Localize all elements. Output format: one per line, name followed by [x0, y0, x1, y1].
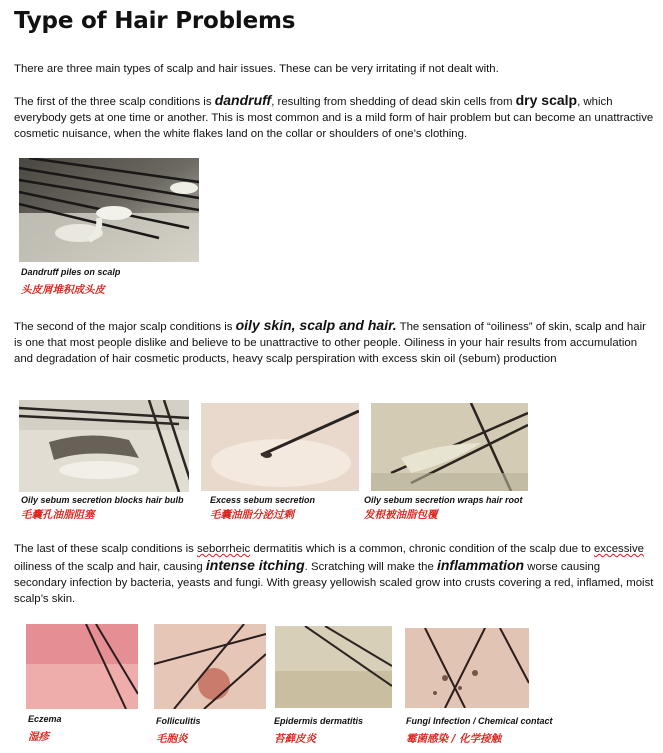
dandruff-text-2: , resulting from shedding of dead skin cells from: [271, 96, 516, 108]
seborrheic-paragraph: [14, 541, 654, 607]
dry-scalp-term: dry scalp: [515, 92, 578, 108]
dandruff-caption-en: Dandruff piles on scalp: [21, 267, 121, 277]
inflammation-term: inflammation: [436, 557, 525, 573]
oily-text-2: The sensation of “oiliness” of skin, scalp and hair is one that most people dislike and believe to be unattractive to other people. Oiliness in your hair results from accumulation and degradation of hair cosmetic products, heavy scalp perspiration with excess skin oil (sebum) production: [14, 321, 646, 365]
oily-caption-1-zh: 毛囊孔油脂阻塞: [21, 509, 95, 521]
oily-caption-2-en: Excess sebum secretion: [210, 495, 316, 505]
seb-text-2: dermatitis which is a common, chronic condition of the scalp due to: [250, 543, 594, 555]
oily-photo-2: [201, 403, 359, 491]
fungi-caption-en: Fungi Infection / Chemical contact: [406, 716, 553, 726]
fungi-infection-photo: [405, 628, 529, 708]
folliculitis-caption-zh: 毛胞炎: [156, 733, 188, 745]
page-title: Type of Hair Problems: [14, 8, 296, 34]
fungi-caption-zh: 霉菌感染 / 化学接触: [406, 733, 502, 745]
dandruff-text-3: , which everybody gets at one time or another. This is most common and is a mild form of hair problem but can become an unattractive cosmetic nuisance, when the white flakes land on the collar or shoulders of one’s clothing.: [14, 96, 654, 140]
intense-itching-term: intense itching: [205, 557, 305, 573]
seb-text-5: worse causing secondary infection by bacteria, yeasts and fungi. With greasy yellowish scaled grow into crusts covering a red, inflamed, moist scalp’s skin.: [14, 561, 654, 605]
eczema-photo: [26, 624, 138, 709]
eczema-caption-zh: 湿疹: [28, 731, 49, 743]
folliculitis-caption-en: Folliculitis: [156, 716, 201, 726]
oily-photo-3: [371, 403, 528, 491]
oily-paragraph: [14, 317, 654, 367]
dandruff-caption-zh: 头皮屑堆积成头皮: [21, 284, 105, 296]
oily-term: oily skin, scalp and hair.: [235, 317, 397, 333]
oily-caption-3-en: Oily sebum secretion wraps hair root: [364, 495, 523, 505]
epidermis-caption-zh: 苔藓皮炎: [274, 733, 316, 745]
excessive-word: excessive: [593, 543, 644, 555]
epidermis-caption-en: Epidermis dermatitis: [274, 716, 364, 726]
dandruff-photo: [19, 158, 199, 262]
seb-text-4: . Scratching will make the: [304, 561, 437, 573]
oily-caption-1-en: Oily sebum secretion blocks hair bulb: [21, 495, 184, 505]
seb-text-1: The last of these scalp conditions is: [14, 543, 197, 555]
oily-text-1: The second of the major scalp conditions is: [14, 321, 236, 333]
dandruff-text-1: The first of the three scalp conditions is: [14, 96, 215, 108]
folliculitis-photo: [154, 624, 266, 709]
intro-paragraph: There are three main types of scalp and hair issues. These can be very irritating if not dealt with.: [14, 63, 499, 75]
dandruff-paragraph: [14, 92, 654, 142]
epidermis-dermatitis-photo: [275, 626, 392, 708]
oily-caption-2-zh: 毛囊油脂分泌过剩: [210, 509, 294, 521]
oily-photo-1: [19, 400, 189, 492]
seborrheic-word: seborrheic: [196, 543, 251, 555]
dandruff-term: dandruff: [214, 92, 272, 108]
oily-caption-3-zh: 发根被油脂包覆: [364, 509, 438, 521]
eczema-caption-en: Eczema: [28, 714, 62, 724]
seb-text-3: oiliness of the scalp and hair, causing: [14, 561, 206, 573]
